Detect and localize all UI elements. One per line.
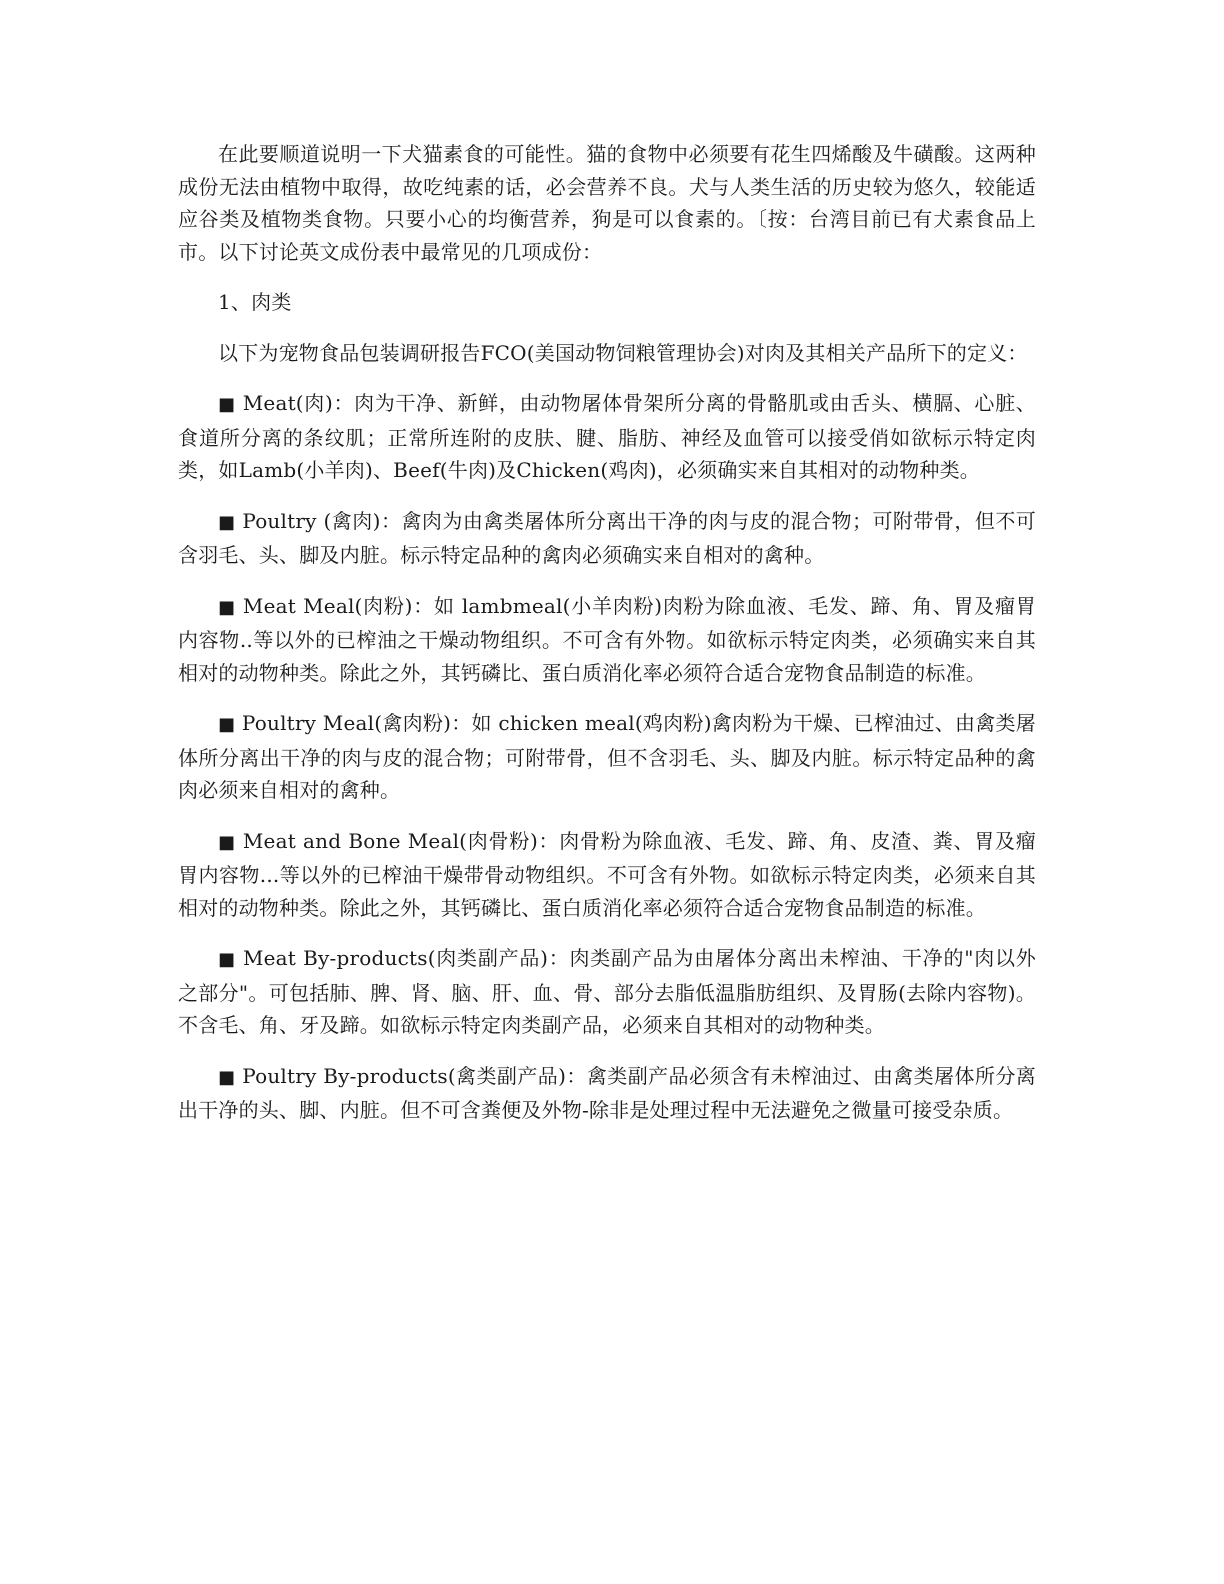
definition-item xyxy=(178,942,1036,1042)
definition-text: Poultry Meal(禽肉粉)：如 chicken meal(鸡肉粉)禽肉粉为干燥、已榨油过、由禽类屠体所分离出干净的肉与皮的混合物；可附带骨，但不含羽毛、头、脚及内脏。标示特定品种的禽肉必须来自相对的禽种。 xyxy=(178,711,1037,802)
square-bullet-icon: ■ xyxy=(218,596,236,618)
square-bullet-icon: ■ xyxy=(218,949,236,970)
document-page xyxy=(178,138,1036,1145)
square-bullet-icon: ■ xyxy=(218,394,236,415)
definition-text: Meat(肉)：肉为干净、新鲜，由动物屠体骨架所分离的骨骼肌或由舌头、横膈、心脏、食道所分离的条纹肌；正常所连附的皮肤、腱、脂肪、神经及血管可以接受俏如欲标示特定肉类，如Lamb(小羊肉)、Beef(牛肉)及Chicken(鸡肉)，必须确实来自其相对的动物种类。 xyxy=(178,391,1036,482)
definition-text: Poultry By-products(禽类副产品)：禽类副产品必须含有未榨油过、由禽类屠体所分离出干净的头、脚、内脏。但不可含粪便及外物-除非是处理过程中无法避免之微量可接受杂质。 xyxy=(178,1063,1036,1122)
definition-item xyxy=(178,505,1036,572)
definition-item xyxy=(178,387,1036,487)
definition-item xyxy=(178,707,1036,807)
definition-text: Poultry (禽肉)：禽肉为由禽类屠体所分离出干净的肉与皮的混合物；可附带骨，但不可含羽毛、头、脚及内脏。标示特定品种的禽肉必须确实来自相对的禽种。 xyxy=(178,508,1037,567)
definition-item xyxy=(178,590,1036,690)
section-heading: 1、肉类 xyxy=(218,290,292,314)
definition-intro-paragraph: 以下为宠物食品包装调研报告FCO(美国动物饲粮管理协会)对肉及其相关产品所下的定义： xyxy=(218,340,1028,365)
intro-paragraph: 在此要顺道说明一下犬猫素食的可能性。猫的食物中必须要有花生四烯酸及牛磺酸。这两种成份无法由植物中取得，故吃纯素的话，必会营养不良。犬与人类生活的历史较为悠久，较能适应谷类及植物类食物。只要小心的均衡营养，狗是可以食素的。〔按：台湾目前已有犬素食品上市。以下讨论英文成份表中最常见的几项成份： xyxy=(178,142,1036,264)
definition-text: Meat and Bone Meal(肉骨粉)：肉骨粉为除血液、毛发、蹄、角、皮渣、粪、胃及瘤胃内容物...等以外的已榨油干燥带骨动物组织。不可含有外物。如欲标示特定肉类，必须来自其相对的动物种类。除此之外，其钙磷比、蛋白质消化率必须符合适合宠物食品制造的标准。 xyxy=(178,828,1036,920)
definition-text: Meat Meal(肉粉)：如 lambmeal(小羊肉粉)肉粉为除血液、毛发、蹄、角、胃及瘤胃内容物..等以外的已榨油之干燥动物组织。不可含有外物。如欲标示特定肉类，必须确实来自其相对的动物种类。除此之外，其钙磷比、蛋白质消化率必须符合适合宠物食品制造的标准。 xyxy=(178,593,1036,685)
square-bullet-icon: ■ xyxy=(218,511,236,533)
definition-text: Meat By-products(肉类副产品)：肉类副产品为由屠体分离出未榨油、干净的"肉以外之部分"。可包括肺、脾、肾、脑、肝、血、骨、部分去脂低温脂肪组织、及胃肠(去除内容物)。不含毛、角、牙及蹄。如欲标示特定肉类副产品，必须来自其相对的动物种类。 xyxy=(178,946,1036,1037)
definition-item xyxy=(178,825,1036,925)
square-bullet-icon: ■ xyxy=(218,714,236,735)
definition-item xyxy=(178,1060,1036,1127)
square-bullet-icon: ■ xyxy=(218,1066,236,1088)
square-bullet-icon: ■ xyxy=(218,831,236,853)
